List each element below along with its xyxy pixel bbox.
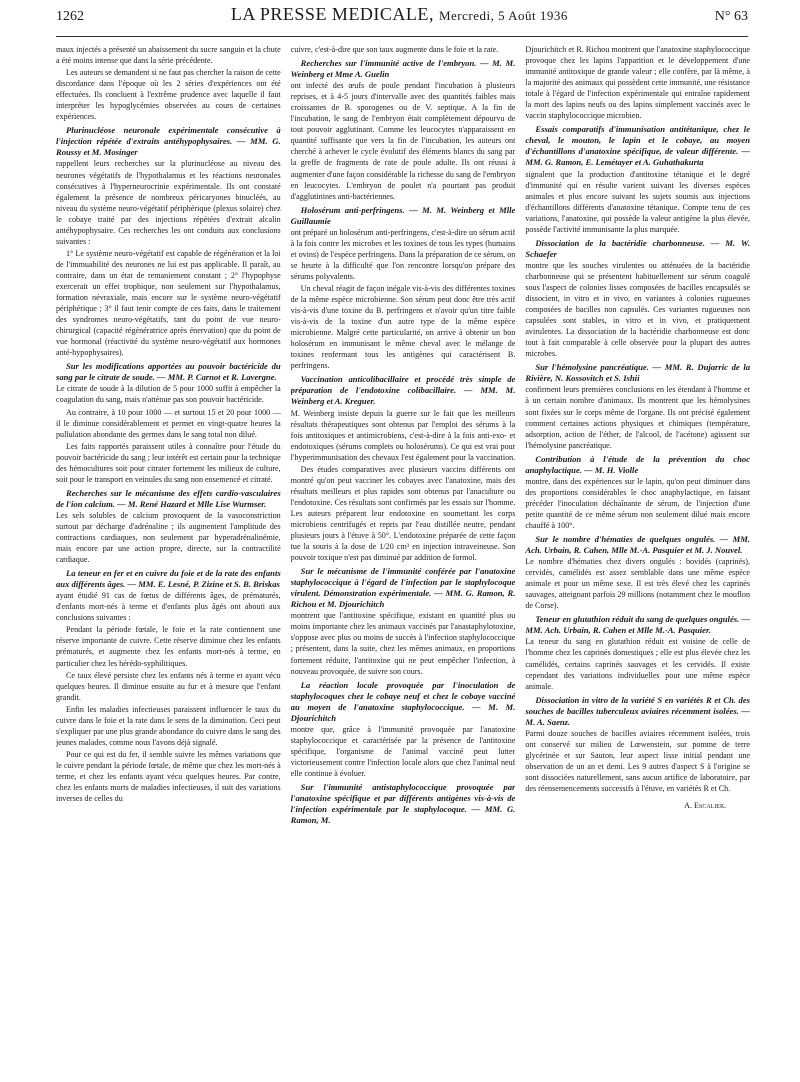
section-heading: La teneur en fer et en cuivre du foie et de la rate des enfants aux différents âges. — MM. E. Lesné, P. Zizine et S. B. Briskas [56, 568, 281, 590]
paragraph: Au contraire, à 10 pour 1000 — et surtout 15 et 20 pour 1000 — il le diminue considérablement et permet en vingt-quatre heures la pullulation abondante des germes dans le sang total non dilué. [56, 407, 281, 439]
section-heading: Teneur en glutathion réduit du sang de quelques ongulés. — MM. Ach. Urbain, R. Cahen et Mlle M.-A. Pasquier. [525, 614, 751, 636]
section-heading: Plurinucléose neuronale expérimentale consécutive à l'injection répétée d'extraits antéhypophysaires. — MM. G. Roussy et M. Mosinger [56, 125, 281, 158]
paragraph: ont infecté des œufs de poule pendant l'incubation à plusieurs reprises, et à 4-5 jours d'intervalle avec des quantités faibles mais croissantes de B. sporogenes ou de V. septique. A la fin de l'incubation, le sang de l'embryon était complètement dépourvu de tout pouvoir agglutinant. Comme les leucocytes n'apparaissent en quantité suffisante que vers la fin de l'incubation, les auteurs ont cherché à achever le cycle évolutif des éléments blancs du sang par la greffe de fragments de rate de poule adulte. Ils ont réussi à augmenter d'une façon considérable la richesse du sang de l'embryon en leucocytes. L'embryon de poulet n'a pourtant pas produit d'agglutinines anti-bactériennes. [290, 81, 516, 201]
paragraph: M. Weinberg insiste depuis la guerre sur le fait que les meilleurs résultats thérapeutiques sont obtenus par l'emploi des sérums à la fois antitoxiques et antimicrobiens, c'est-à-dire à la fois anti-exo- et endotoxiques (sérums complets ou holosérums). Ce qui est vrai pour l'hyperimmunisation des chevaux l'est également pour la vaccination. [290, 408, 516, 462]
paragraph: montre que les souches virulentes ou atténuées de la bactéridie charbonneuse qui se présentent habituellement sur sérum coagulé sous l'aspect de colonies lisses composées de bacilles encapsulés se dissocient, in vitro et in vivo, en variantes à colonies rugueuses composées de bacilles non capsulés. Ces variantes rugueuses non capsulées sont stables, in vitro et in vivo, et pratiquement avirulentes. La dissociation de la bactéridie charbonneuse est donc tout à fait comparable à celle observée pour la plupart des autres microbes. [525, 260, 751, 359]
paragraph: 1° Le système neuro-végétatif est capable de régénération et la loi de l'immuabilité des neurones ne lui est pas applicable. Il paraît, au contraire, dans un état de remaniement constant ; 2° l'hypophyse exercerait un effet trophique, non seulement sur l'hypothalamus, formation névraxiale, mais encore sur le système neuro-végétatif périphérique ; 3° il faut tenir compte de ces faits, dans le traitement des syndromes neuro-végétatifs, tant du point de vue neuro-chirurgical (capacité régénératrice après énervation) que du point de vue hormonal (réactivité du système neuro-végétatif aux hormones anté-hypophysaires). [56, 248, 281, 358]
section-heading: Dissociation de la bactéridie charbonneuse. — M. W. Schaefer [525, 237, 751, 259]
paragraph: Le citrate de soude à la dilution de 5 pour 1000 suffit à empêcher la coagulation du sang, mais n'atténue pas son pouvoir bactéricide. [56, 384, 281, 405]
issue-number: N° 63 [714, 9, 748, 24]
paragraph: Les faits rapportés paraissent utiles à connaître pour l'étude du pouvoir bactéricide du sang ; leur intérêt est certain pour la technique des hémocultures soit pour citrater fortement les milieux de culture, soit pour le transport en veinules du sang non ensemencé et citraté. [56, 441, 281, 484]
section-heading: Sur les modifications apportées au pouvoir bactéricide du sang par le citrate de soude. — MM. P. Carnot et R. Lavergne. [56, 361, 281, 383]
section-heading: La réaction locale provoquée par l'inoculation de staphylocoques chez le cobaye neuf et chez le cobaye vacciné au moyen de l'anatoxine staphylococcique. — M. M. Djourichitch [290, 679, 516, 723]
paragraph: Ce taux élevé persiste chez les enfants nés à terme et ayant vécu quelques heures. Il diminue ensuite au fur et à mesure que l'enfant grandit. [56, 670, 281, 702]
paragraph: Pour ce qui est du fer, il semble suivre les mêmes variations que le cuivre pendant la période fœtale, de même que chez les mort-nés à terme, et chez les enfants ayant vécu quelques heures. Par contre, chez les enfants morts de maladies infectieuses, il suit des variations inverses de celles du [56, 749, 281, 804]
page-number: 1262 [56, 9, 84, 24]
paragraph: montrent que l'antitoxine spécifique, existant en quantité plus ou moins importante chez les animaux vaccinés par l'anastaphylotoxine, s'oppose avec plus ou moins de succès à l'infection staphylococcique ; présentent, dans la suite, chez les mêmes animaux, en proportions fortement réduite, l'antitoxine qui ne peut empêcher l'infection, à nouveau provoquée, de suivre son cours. [290, 611, 516, 676]
section-heading: Sur l'immunité antistaphylococcique provoquée par l'anatoxine spécifique et par différents antigènes vis-à-vis de l'infection expérimentale par le staphylocoque. — MM. G. Ramon, M. [290, 782, 516, 826]
section-heading: Recherches sur le mécanisme des effets cardio-vasculaires de l'ion calcium. — M. René Hazard et Mlle Lise Wurmser. [56, 487, 281, 509]
paragraph: signalent que la production d'antitoxine tétanique et le degré d'immunité qui en résulte varient suivant les diverses espèces animales et plus encore suivant les sujets soumis aux injections d'échantillons différents d'anatoxine tétanique. Compte tenu de ces variations, l'anatoxine, qui possède la valeur antigène la plus élevée, possède l'activité immunisante la plus marquée. [525, 169, 751, 234]
paragraph: confirment leurs premières conclusions en les étendant à l'homme et à un certain nombre d'animaux. Ils montrent que les hémolysines sont fixées sur le corps même de l'organe. Ils ont précisé également comment certaines actions physiques et chimiques (température, adsorption, action de l'éther, de l'alcool, de l'acétone) agissent sur l'hémolysine pancréatique. [525, 385, 751, 450]
paragraph: Enfin les maladies infectieuses paraissent influencer le taux du cuivre dans le foie et la rate dans le sens de la diminution. Ceci peut s'expliquer par une plus grande abondance du cuivre dans le sang des jeunes malades, comme nous l'avons déjà signalé. [56, 704, 281, 747]
page-header [56, 4, 748, 37]
section-heading: Recherches sur l'immunité active de l'embryon. — M. M. Weinberg et Mme A. Guelin [290, 58, 516, 80]
article-columns [56, 44, 750, 1076]
paragraph: La teneur du sang en glutathion réduit est voisine de celle de l'homme chez les caprinés domestiques ; elle est plus élevée chez les camélidés, certains caprinés sauvages et les cervidés. Il existe cependant des variations individuelles pour une même espèce animale. [525, 637, 751, 691]
section-heading: Contribution à l'étude de la prévention du choc anaphylactique. — M. H. Violle [525, 453, 751, 475]
paragraph: rappellent leurs recherches sur la plurinucléose au niveau des neurones végétatifs de l'hypothalamus et les réactions neuronales consécutives à l'hyperneurocrinie expérimentale. Ils ont constaté également la présence de nombreux péricaryones binucléés, au niveau du système neuro-végétatif périphérique (plexus solaire) chez le cobaye traité par des injections répétées d'extrait alcalin antéhypophysaire. Ces recherches les ont conduits aux conclusions suivantes : [56, 159, 281, 246]
paragraph: Les sels solubles de calcium provoquent de la vasoconstriction surtout par décharge d'adrénaline ; ils augmentent l'amplitude des contractions cardiaques, non seulement par hyperadrénalinémie, mais encore par une action propre, directe, sur la contractilité cardiaque. [56, 510, 281, 565]
paragraph: montre, dans des expériences sur le lapin, qu'on peut diminuer dans des proportions considérables le choc anaphylactique, en faisant précéder l'inoculation déchaînante de sérum, de l'injection d'une petite quantité de ce même sérum non seulement dilué mais encore chauffé à 100°. [525, 476, 751, 530]
paragraph: ayant étudié 91 cas de fœtus de différents âges, de prématurés, d'enfants mort-nés à terme et d'enfants plus âgés ont abouti aux conclusions suivantes : [56, 591, 281, 623]
paragraph: Le nombre d'hématies chez divers ongulés : bovidés (caprinés), cervidés, camélidés est assez semblable dans une même espèce animale et pour un même sexe. Il est très élevé chez les caprinés sauvages, atteignant parfois 29 millions (notamment chez le mouflon de Corse). [525, 557, 751, 611]
paragraph: Un cheval réagit de façon inégale vis-à-vis des différentes toxines de la même espèce microbienne. Son sérum peut donc être très actif vis-à-vis d'une toxine du B. perfringens et n'avoir qu'un titre faible vis-à-vis de la toxine d'un autre type de la même espèce microbienne. Malgré cette particularité, on arrive à obtenir un bon holosérum en immunisant le même cheval avec le mélange de toxines renfermant tous les antigènes qui caractérisent B. perfringens. [290, 283, 516, 371]
column-3 [525, 44, 750, 1076]
paragraph: cuivre, c'est-à-dire que son taux augmente dans le foie et la rate. [290, 45, 499, 54]
section-heading: Essais comparatifs d'immunisation antitétanique, chez le cheval, le mouton, le lapin et le cobaye, au moyen d'échantillons d'anatoxine spécifique, de valeur différente. — MM. G. Ramon, E. Lemétayer et A. Guhathakurta [525, 124, 751, 168]
paragraph: Djourichitch et R. Richou montrent que l'anatoxine staphylococcique provoque chez les lapins l'apparition et le développement d'une immunité antitoxique de grande valeur ; elle confère, par là même, à la majorité des animaux qui possèdent cette immunité, une résistance totale à l'égard de l'infection expérimentale qui entraîne rapidement la mort des lapins neufs ou des lapins simplement vaccinés avec le vaccin staphylococcique microbien. [525, 45, 751, 121]
journal-name: LA PRESSE MEDICALE [230, 4, 429, 24]
section-heading: Vaccination anticolibacillaire et procédé très simple de préparation de l'endotoxine colibacillaire. — MM. M. Weinberg et A. Kreguer. [290, 374, 516, 407]
paragraph: ont préparé un holosérum anti-perfringens, c'est-à-dire un sérum actif à la fois contre les microbes et les toxines de tous les types (humains et ovins) de l'espèce perfringens. Dans la préparation de ce sérum, on se heurte à la difficulté que l'on rencontre lorsqu'on prépare des sérums polyvalents. [290, 227, 516, 281]
section-heading: Sur le mécanisme de l'immunité conférée par l'anatoxine staphylococcique à l'égard de l'infection par le staphylocoque virulent. Démonstration expérimentale. — MM. G. Ramon, R. Richou et M. Djourichitch [290, 566, 516, 610]
column-2 [291, 44, 516, 1076]
section-heading: Sur l'hémolysine pancréatique. — MM. R. Dujarric de la Rivière, N. Kossovitch et S. Ishii [525, 362, 751, 384]
issue-date: Mercredi, 5 Août 1936 [438, 8, 568, 23]
section-heading: Dissociation in vitro de la variété S en variétés R et Ch. des souches de bacilles tuberculeux aviaires récemment isolées. — M. A. Saenz. [525, 694, 751, 727]
paragraph: Des études comparatives avec plusieurs vaccins différents ont montré qu'on peut vacciner les cobayes avec l'anatoxine, mais des résultats meilleurs et plus rapides sont obtenus par l'anaculture ou l'endotoxine. Ces résultats sont confirmés par les essais sur l'homme. Les auteurs préparent leur endotoxine en soumettant les corps microbiens centrifugés et repris par l'eau distillée neutre, pendant plusieurs jours à l'étuve à 50°. L'endotoxine préparée de cette façon tue la souris à la dose de 1/20 cm³ en injection intraveineuse. Son pouvoir toxique n'est pas diminué par addition de formol. [290, 464, 516, 563]
paragraph: Les auteurs se demandent si ne faut pas chercher la raison de cette discordance dans l'époque où les 2 séries d'expériences ont été effectuées. Ils concluent à l'extrême prudence avec laquelle il faut interpréter les hypoglycémies observées au cours de certaines expériences. [56, 68, 281, 122]
section-heading: Sur le nombre d'hématies de quelques ongulés. — MM. Ach. Urbain, R. Cahen, Mlle M.-A. Pasquier et M. J. Nouvel. [525, 534, 751, 556]
section-heading: Holosérum anti-perfringens. — M. M. Weinberg et Mlle Guillaumie [290, 204, 516, 226]
paragraph: Pendant la période fœtale, le foie et la rate contiennent une réserve importante de cuivre. Cette réserve diminue chez les enfants prématurés, et augmente chez les enfants mort-nés à terme, en particulier chez les hérédo-syphilitiques. [56, 625, 281, 668]
paragraph: montre que, grâce à l'immunité provoquée par l'anatoxine staphylococcique et caractérisée par la présence de l'antitoxine spécifique, l'organisme de l'animal vacciné peut lutter victorieusement contre l'infection locale alors que chez l'animal neuf elle continue à évoluer. [290, 724, 516, 778]
paragraph: maux injectés a présenté un abaissement du sucre sanguin et la chute a été moins intense que dans la série précédente. [56, 45, 281, 66]
paragraph: Parmi douze souches de bacilles aviaires récemment isolées, trois ont conservé sur milieu de Lœwenstein, sur pomme de terre glycérinée et sur Sauton, leur aspect lisse initial pendant une observation de un an et demi. Les 9 autres d'aspect S à l'origine se sont dissociées naturellement, sans aucun artifice de laboratoire, par des réensemencements successifs à l'étuve, en variétés R et Ch. [525, 728, 751, 794]
journal-title: LA PRESSE MEDICALE, Mercredi, 5 Août 1936 [230, 4, 568, 24]
column-1 [56, 44, 281, 1076]
signature: A. Escalier. [684, 801, 727, 811]
